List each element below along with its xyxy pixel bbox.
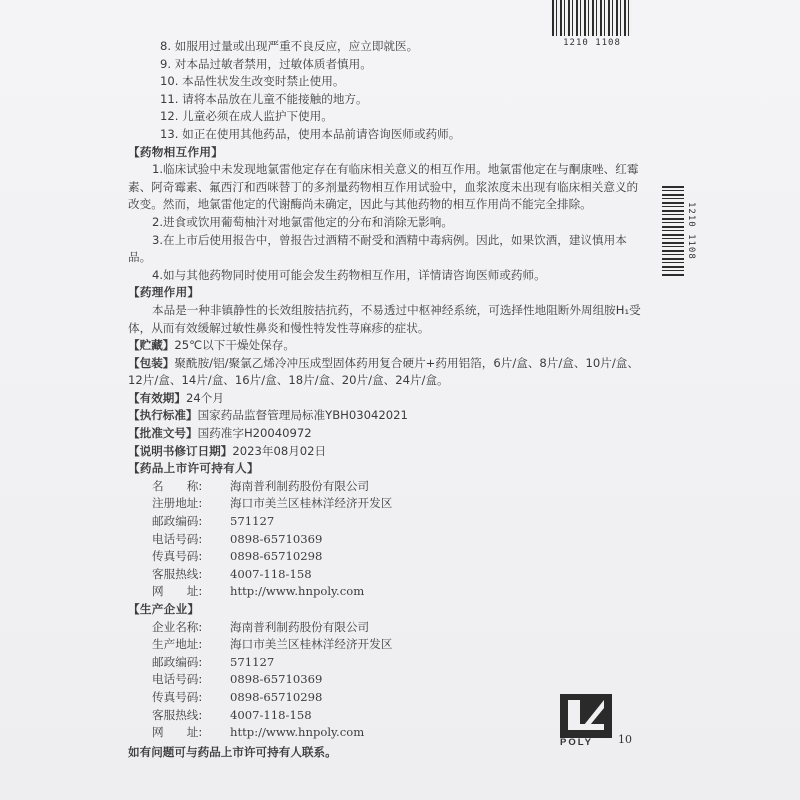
manufacturer-row [128, 636, 648, 654]
warning-item: 11. 请将本品放在儿童不能接触的地方。 [160, 91, 368, 106]
standard-text: 国家药品监督管理局标准YBH03042021 [197, 408, 408, 423]
interaction-paragraph: 4.如与其他药物同时使用可能会发生药物相互作用，详情请咨询医师或药师。 [152, 267, 546, 282]
manufacturer-row [128, 671, 648, 689]
page-number: 10 [618, 733, 632, 746]
revision-header: 【说明书修订日期】 [128, 443, 233, 458]
row-value: 0898-65710369 [230, 531, 323, 546]
section-header-pharmacology: 【药理作用】 [128, 285, 200, 300]
storage-text: 25℃以下干燥处保存。 [174, 338, 295, 353]
row-value: 4007-118-158 [230, 566, 312, 581]
validity-line [128, 390, 648, 408]
section-header-holder: 【药品上市许可持有人】 [128, 461, 259, 476]
holder-row [128, 531, 648, 549]
row-value: http://www.hnpoly.com [230, 725, 365, 740]
row-key: 邮政编码: [152, 654, 203, 669]
row-value: 海口市美兰区桂林洋经济开发区 [230, 637, 393, 652]
pharmacology-text [128, 302, 648, 337]
approval-line [128, 425, 648, 443]
row-key: 电话号码: [152, 672, 203, 687]
manufacturer-row [128, 654, 648, 672]
warning-item: 10. 本品性状发生改变时禁止使用。 [160, 74, 345, 89]
holder-row [128, 583, 648, 601]
holder-row [128, 513, 648, 531]
logo-wordmark: POLY [560, 737, 593, 748]
warning-item: 9. 对本品过敏者禁用，过敏体质者慎用。 [160, 56, 372, 71]
barcode-bars [662, 186, 684, 276]
holder-row [128, 548, 648, 566]
barcode-right [662, 186, 696, 276]
row-key: 企业名称: [152, 619, 203, 634]
holder-row [128, 495, 648, 513]
standard-header: 【执行标准】 [128, 408, 198, 423]
row-key: 名 称: [152, 478, 203, 493]
validity-header: 【有效期】 [128, 390, 186, 405]
warning-item: 8. 如服用过量或出现严重不良反应，应立即就医。 [160, 39, 419, 53]
validity-text: 24个月 [185, 390, 224, 405]
section-header-manufacturer: 【生产企业】 [128, 602, 200, 616]
revision-text: 2023年08月02日 [232, 443, 327, 458]
poly-logo-icon [556, 694, 616, 742]
row-key: 生产地址: [152, 637, 203, 652]
barcode-bars [552, 0, 632, 36]
row-value: 0898-65710298 [230, 689, 323, 704]
interactions-text [128, 161, 648, 284]
row-key: 网 址: [152, 584, 203, 599]
row-value: 0898-65710298 [230, 549, 323, 564]
standard-line [128, 407, 648, 425]
interaction-paragraph: 2.进食或饮用葡萄柚汁对地氯雷他定的分布和消除无影响。 [152, 214, 453, 229]
barcode-number: 1210 1108 [686, 202, 696, 260]
leaflet-text [128, 38, 648, 761]
approval-text: 国药准字H20040972 [197, 426, 312, 441]
pharmacology-paragraph: 本品是一种非镇静性的长效组胺拮抗药，不易透过中枢神经系统，可选择性地阻断外周组胺H₁受体，从而有效缓解过敏性鼻炎和慢性特发性荨麻疹的症状。 [128, 302, 641, 335]
holder-row [128, 566, 648, 584]
row-key: 电话号码: [152, 531, 203, 546]
interaction-paragraph: 1.临床试验中未发现地氯雷他定存在有临床相关意义的相互作用。地氯雷他定在与酮康唑、红霉素、阿奇霉素、氟西汀和西咪替丁的多剂量药物相互作用试验中，血浆浓度未出现有临床相关意义的改变。然而，地氯雷他定的代谢酶尚未确定，因此与其他药物的相互作用尚不能完全排除。 [128, 162, 639, 212]
row-key: 客服热线: [152, 566, 203, 581]
row-value: 0898-65710369 [230, 672, 323, 687]
row-value: 4007-118-158 [230, 707, 312, 722]
holder-table [128, 478, 648, 601]
contact-note: 如有问题可与药品上市许可持有人联系。 [128, 744, 337, 759]
row-key: 网 址: [152, 725, 203, 740]
row-key: 邮政编码: [152, 514, 203, 529]
warning-item: 12. 儿童必须在成人监护下使用。 [160, 109, 333, 124]
storage-line [128, 337, 648, 355]
packaging-line [128, 355, 648, 390]
interaction-paragraph: 3.在上市后使用报告中，曾报告过酒精不耐受和酒精中毒病例。因此，如果饮酒，建议慎用本品。 [128, 232, 627, 265]
row-key: 传真号码: [152, 689, 203, 704]
row-value: 571127 [230, 654, 275, 669]
row-key: 注册地址: [152, 496, 203, 511]
approval-header: 【批准文号】 [128, 426, 198, 441]
row-value: 海南普利制药股份有限公司 [230, 478, 370, 493]
warning-item: 13. 如正在使用其他药品，使用本品前请咨询医师或药师。 [160, 126, 461, 141]
row-value: http://www.hnpoly.com [230, 584, 365, 599]
row-key: 传真号码: [152, 549, 203, 564]
barcode-number: 1210 1108 [563, 38, 621, 48]
revision-line [128, 443, 648, 461]
row-value: 571127 [230, 514, 275, 529]
holder-row [128, 478, 648, 496]
row-value: 海口市美兰区桂林洋经济开发区 [230, 496, 393, 511]
row-key: 客服热线: [152, 707, 203, 722]
manufacturer-row [128, 619, 648, 637]
packaging-header: 【包装】 [128, 355, 175, 370]
section-header-interactions: 【药物相互作用】 [128, 144, 224, 159]
storage-header: 【贮藏】 [128, 338, 175, 353]
row-value: 海南普利制药股份有限公司 [230, 619, 370, 634]
packaging-text: 聚酰胺/铝/聚氯乙烯冷冲压成型固体药用复合硬片+药用铝箔，6片/盒、8片/盒、10片/盒、12片/盒、14片/盒、16片/盒、18片/盒、20片/盒、24片/盒。 [128, 355, 639, 388]
